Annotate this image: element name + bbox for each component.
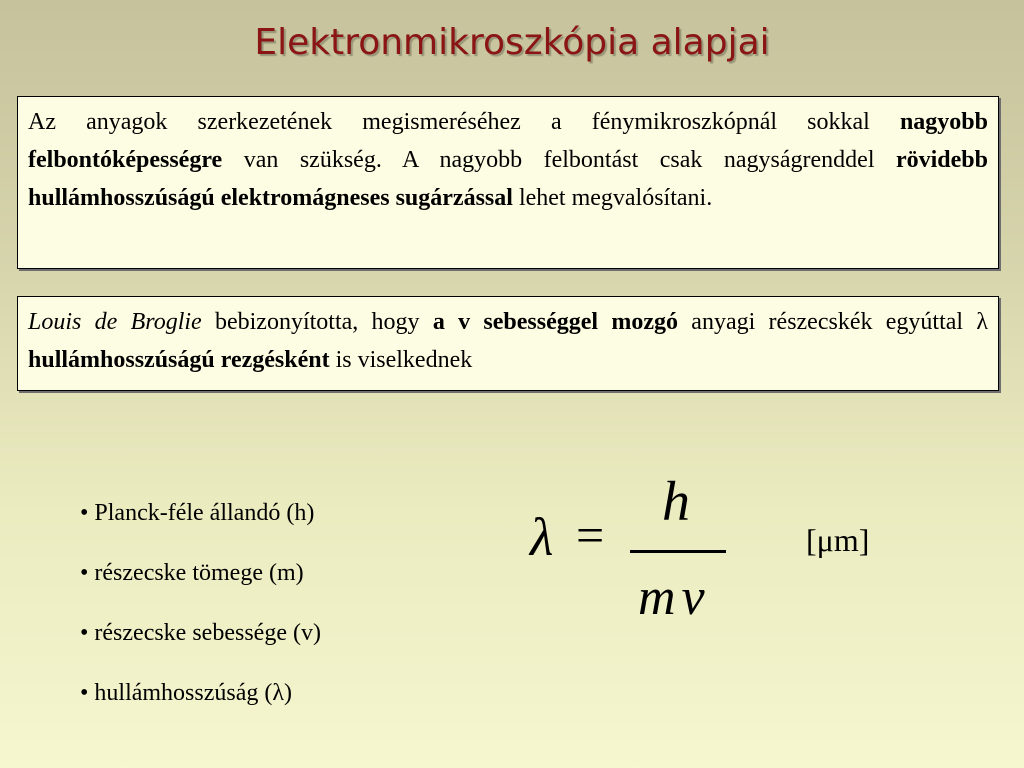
de-broglie-text-box bbox=[17, 296, 999, 391]
de-broglie-name: Louis de Broglie bbox=[28, 309, 202, 335]
de-broglie-text-1: bebizonyította, hogy bbox=[201, 309, 433, 335]
formula-equals: = bbox=[576, 507, 605, 563]
formula-denominator: mv bbox=[638, 569, 711, 626]
intro-bold-1: nagyobb felbontóképességre bbox=[28, 109, 988, 173]
slide-title: Elektronmikroszkópia alapjai bbox=[254, 22, 770, 63]
formula-numerator: h bbox=[662, 471, 690, 533]
de-broglie-bold-2: hullámhosszúságú rezgésként bbox=[28, 347, 330, 373]
list-item: • Planck-féle állandó (h) bbox=[80, 500, 315, 526]
intro-text-box bbox=[17, 96, 999, 269]
intro-text-1: Az anyagok szerkezetének megismeréséhez a fénymikroszkópnál sokkal bbox=[28, 109, 900, 135]
unit-label: [μm] bbox=[806, 522, 870, 558]
list-item: • hullámhosszúság (λ) bbox=[80, 680, 293, 706]
variable-list bbox=[80, 492, 321, 732]
de-broglie-text-2: anyagi részecskék egyúttal λ bbox=[678, 309, 988, 335]
list-item: • részecske sebessége (v) bbox=[80, 620, 321, 646]
fraction-bar bbox=[630, 550, 726, 553]
de-broglie-text-3: is viselkednek bbox=[329, 347, 473, 373]
intro-bold-2: rövidebb hullámhosszúságú elektromágneses sugárzással bbox=[28, 147, 988, 211]
de-broglie-formula bbox=[520, 470, 750, 630]
intro-text-3: lehet megvalósítani. bbox=[512, 185, 713, 211]
list-item: • részecske tömege (m) bbox=[80, 560, 304, 586]
intro-text-2: van szükség. A nagyobb felbontást csak nagyságrenddel bbox=[222, 147, 896, 173]
de-broglie-bold-1: a v sebességgel mozgó bbox=[432, 309, 678, 335]
formula-lambda: λ bbox=[530, 507, 554, 567]
